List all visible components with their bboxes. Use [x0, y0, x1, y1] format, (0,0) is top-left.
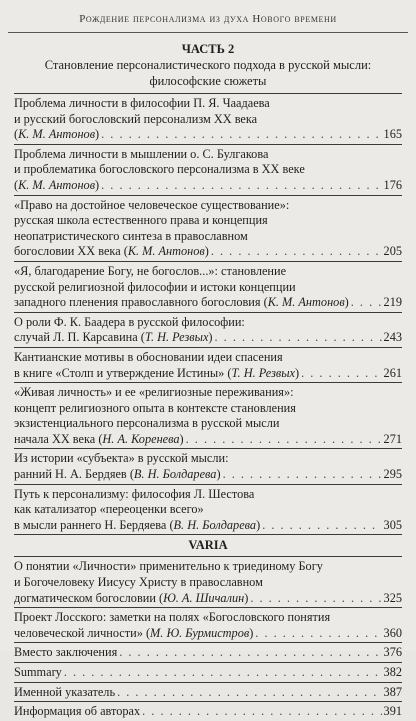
entry-text: )	[204, 244, 209, 259]
page-number: 325	[383, 590, 402, 605]
page-number: 243	[383, 330, 402, 345]
entry-text: )	[95, 177, 100, 192]
entry-author: Ю. А. Шичалин	[163, 590, 245, 605]
entry-title-line: неопатристического синтеза в православном	[14, 228, 248, 243]
entry-last-text	[14, 645, 117, 661]
part-entries	[14, 93, 402, 534]
entry-author: Т. Н. Резвых	[144, 330, 209, 345]
entry-text: в мысли раннего Н. Бердяева (	[14, 517, 174, 532]
entry-last-line	[14, 178, 402, 194]
entry-text: человеческой личности» (	[14, 625, 151, 640]
page-number: 382	[383, 665, 402, 679]
entry-last-text	[14, 591, 248, 607]
entry-last-text	[14, 178, 99, 194]
toc-entry[interactable]	[14, 347, 402, 382]
page-number: 387	[383, 684, 402, 699]
leader-dots	[64, 665, 382, 681]
entry-last-text	[14, 704, 140, 720]
entry-last-line	[14, 366, 402, 382]
entry-text: (	[14, 177, 19, 192]
entry-text: )	[244, 590, 249, 605]
leader-dots	[119, 645, 381, 661]
entry-text: Информация об авторах	[14, 704, 141, 719]
entry-last-line	[14, 591, 402, 607]
entry-text: )	[179, 431, 184, 446]
toc-entry[interactable]	[14, 312, 402, 347]
entry-title-line: Проблема личности в мышлении о. С. Булгакова	[14, 146, 269, 161]
toc-entry[interactable]	[14, 607, 402, 642]
entry-last-text	[14, 127, 99, 143]
toc-entry[interactable]	[14, 556, 402, 607]
entry-last-line	[14, 626, 402, 642]
part-subtitle-line: Становление персоналистического подхода в русской мысли:	[44, 58, 372, 72]
entry-text: случай Л. П. Карсавина (	[14, 330, 145, 345]
entry-last-text	[14, 330, 213, 346]
part-title: ЧАСТЬ 2	[181, 42, 235, 56]
leader-dots	[250, 591, 381, 607]
leader-dots	[215, 330, 382, 346]
entry-last-line	[14, 330, 402, 346]
entry-last-text	[14, 626, 253, 642]
entry-title-line: «Право на достойное человеческое существование»:	[14, 197, 290, 212]
entry-text: )	[95, 127, 100, 142]
entry-title-line: Проблема личности в философии П. Я. Чаадаева	[14, 96, 270, 110]
toc-entry[interactable]	[14, 382, 402, 448]
entry-title-line: концепт религиозного опыта в контексте становления	[14, 400, 296, 415]
varia-entries	[14, 556, 402, 720]
entry-last-line	[14, 467, 402, 483]
entry-text: ранний Н. А. Бердяев (	[14, 467, 134, 482]
toc-entry[interactable]	[14, 93, 402, 144]
part-subtitle-line: философские сюжеты	[149, 74, 267, 88]
page-number: 360	[383, 625, 402, 640]
entry-title-line: Путь к персонализму: философия Л. Шестова	[14, 486, 255, 501]
leader-dots	[101, 127, 381, 143]
entry-text: в книге «Столп и утверждение Истины» (	[14, 365, 232, 380]
entry-author: Н. А. Коренева	[102, 431, 180, 446]
entry-text: )	[295, 365, 300, 380]
entry-last-line	[14, 665, 402, 681]
toc-entry[interactable]	[14, 261, 402, 312]
toc-entry[interactable]	[14, 662, 402, 682]
entry-text: )	[249, 625, 254, 640]
page-number: 376	[383, 645, 402, 660]
page-number: 295	[383, 467, 402, 482]
leader-dots	[142, 704, 381, 720]
entry-title-line: «Живая личность» и ее «религиозные переживания»:	[14, 385, 294, 400]
entry-last-text	[14, 432, 184, 448]
entry-last-line	[14, 432, 402, 448]
entry-last-text	[14, 295, 349, 311]
leader-dots	[211, 244, 382, 260]
table-of-contents	[14, 36, 402, 721]
entry-author: М. Ю. Бурмистров	[150, 625, 250, 640]
entry-title-line: О роли Ф. К. Баадера в русской философии:	[14, 314, 245, 329]
entry-text: начала ХХ века (	[14, 431, 103, 446]
entry-text: )	[344, 295, 349, 310]
entry-last-line	[14, 685, 402, 701]
page-number: 261	[383, 365, 402, 380]
varia-title: VARIA	[188, 538, 228, 553]
entry-text: (	[14, 127, 19, 142]
entry-last-line	[14, 295, 402, 311]
running-head: Рождение персонализма из духа Нового времени	[79, 13, 337, 25]
entry-title-line: русской религиозной философии и истоки концепции	[14, 279, 296, 294]
entry-text: богословии ХХ века (	[14, 244, 128, 259]
entry-title-line: русская школа естественного права и концепция	[14, 213, 268, 228]
entry-title-line: и Богочеловеку Иисусу Христу в православном	[14, 575, 263, 590]
entry-title-line: Из истории «субъекта» в русской мысли:	[14, 451, 229, 466]
entry-author: К. М. Антонов	[267, 295, 345, 310]
entry-last-text	[14, 244, 209, 260]
entry-last-text	[14, 665, 62, 681]
leader-dots	[117, 685, 381, 701]
toc-entry[interactable]	[14, 642, 402, 662]
entry-text: Именной указатель	[14, 684, 116, 699]
leader-dots	[186, 432, 382, 448]
entry-last-line	[14, 244, 402, 260]
entry-author: Т. Н. Резвых	[231, 365, 296, 380]
leader-dots	[255, 626, 381, 642]
page-number: 205	[383, 244, 402, 259]
entry-author: В. Н. Болдарева	[173, 517, 257, 532]
entry-text: )	[208, 330, 213, 345]
entry-title-line: и проблематика богословского персонализма в ХХ веке	[14, 162, 305, 177]
entry-last-line	[14, 645, 402, 661]
entry-author: В. Н. Болдарева	[133, 467, 217, 482]
entry-title-line: О понятии «Личности» применительно к триединому Богу	[14, 559, 323, 574]
page-number: 165	[383, 127, 402, 142]
entry-title-line: Кантианские мотивы в обосновании идеи спасения	[14, 349, 283, 364]
toc-entry[interactable]	[14, 144, 402, 195]
entry-last-line	[14, 518, 402, 534]
header-rule	[8, 32, 408, 33]
leader-dots	[351, 295, 382, 311]
entry-last-text	[14, 518, 260, 534]
entry-last-line	[14, 127, 402, 143]
toc-entry[interactable]	[14, 195, 402, 261]
entry-text: )	[256, 517, 261, 532]
entry-title-line: экзистенциального персонализма в русской мысли	[14, 416, 280, 431]
entry-author: К. М. Антонов	[18, 177, 96, 192]
entry-title-line: как катализатор «переоценки всего»	[14, 502, 204, 517]
page-number: 391	[383, 704, 402, 719]
entry-text: Вместо заключения	[14, 645, 118, 660]
section-divider	[14, 534, 402, 535]
toc-entry[interactable]	[14, 682, 402, 702]
entry-text: Summary	[14, 665, 62, 679]
entry-last-text	[14, 467, 221, 483]
entry-last-text	[14, 685, 115, 701]
entry-text: )	[216, 467, 221, 482]
leader-dots	[223, 467, 382, 483]
toc-entry[interactable]	[14, 701, 402, 721]
entry-last-line	[14, 704, 402, 720]
leader-dots	[262, 518, 381, 534]
entry-author: К. М. Антонов	[127, 244, 205, 259]
page-number: 305	[383, 517, 402, 532]
leader-dots	[101, 178, 381, 194]
leader-dots	[301, 366, 381, 382]
page-number: 219	[383, 295, 402, 310]
entry-text: западного пленения православного богословия (	[14, 295, 268, 310]
entry-last-text	[14, 366, 299, 382]
entry-title-line: «Я, благодарение Богу, не богослов...»: становление	[14, 263, 287, 278]
toc-entry[interactable]	[14, 448, 402, 483]
entry-title-line: Проект Лосского: заметки на полях «Богословского понятия	[14, 610, 331, 625]
entry-author: К. М. Антонов	[18, 127, 96, 142]
entry-text: догматическом богословии (	[14, 590, 164, 605]
toc-entry[interactable]	[14, 484, 402, 535]
page-number: 271	[383, 431, 402, 446]
entry-title-line: и русский богословский персонализм ХХ века	[14, 111, 258, 126]
page-number: 176	[383, 177, 402, 192]
